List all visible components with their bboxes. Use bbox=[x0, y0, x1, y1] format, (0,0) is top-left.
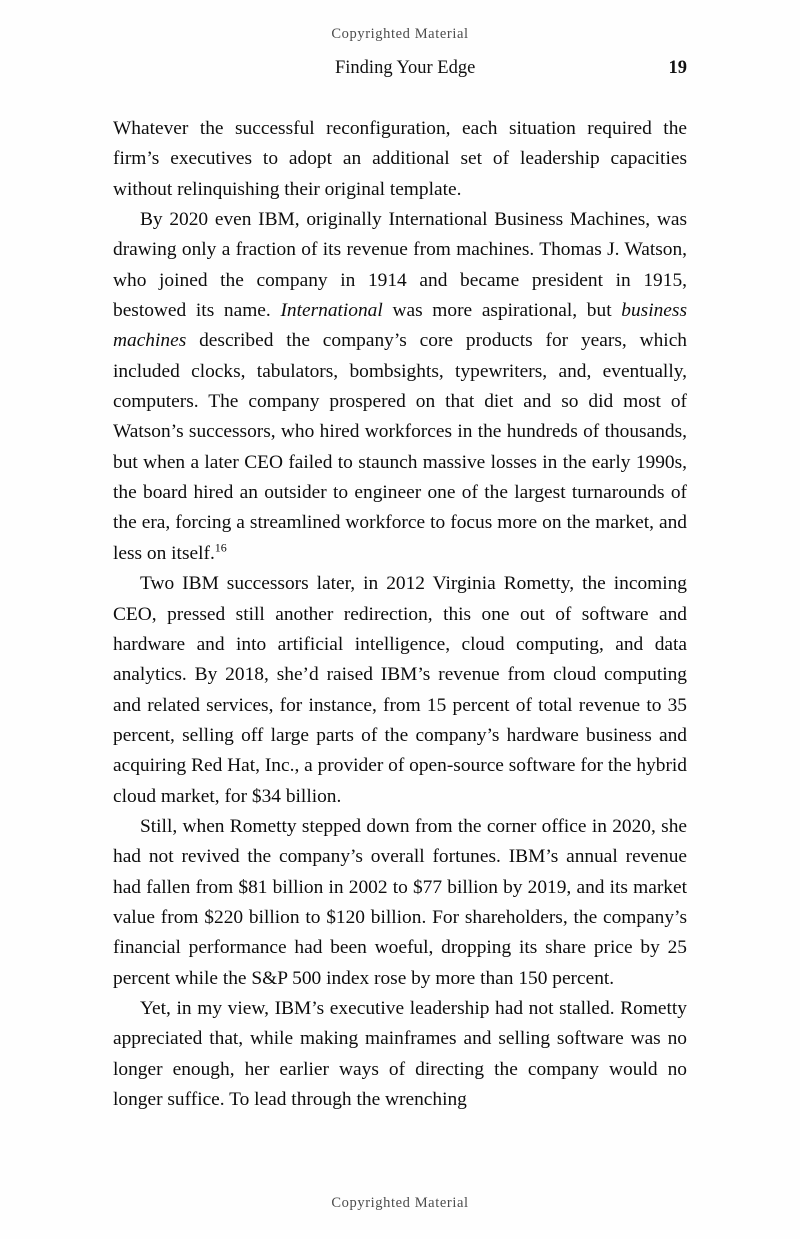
paragraph-3: Two IBM successors later, in 2012 Virginia Rometty, the incoming CEO, pressed still another redirection, this one out of software and hardware and into artificial intelligence, cloud computing, and data analytics. By 2018, she’d raised IBM’s revenue from cloud computing and related services, for instance, from 15 percent of total revenue to 35 percent, selling off large parts of the company’s hardware business and acquiring Red Hat, Inc., a provider of open-source software for the hybrid cloud market, for $34 billion. bbox=[113, 573, 687, 807]
footnote-marker-16: 16 bbox=[214, 540, 227, 555]
paragraph-1: Whatever the successful reconfiguration, each situation required the firm’s executives to adopt an additional set of leadership capacities without relinquishing their original template. bbox=[113, 118, 687, 200]
body-text bbox=[113, 114, 687, 1115]
paragraph-2-part-2: was more aspirational, but bbox=[382, 300, 622, 322]
paragraph-2-italic-1: International bbox=[280, 300, 383, 322]
paragraph-2-part-1: By 2020 even IBM, originally International Business Machines, was drawing only a fraction of its revenue from machines. Thomas J. Watson, who joined the company in 1914 and became president in 1915, bestowed its name. bbox=[113, 209, 687, 322]
paragraph-2 bbox=[113, 205, 687, 569]
page-number: 19 bbox=[668, 58, 687, 78]
chapter-title: Finding Your Edge bbox=[335, 58, 476, 78]
copyright-notice-top: Copyrighted Material bbox=[331, 26, 469, 42]
paragraph-2-part-3: described the company’s core products for years, which included clocks, tabulators, bombsights, typewriters, and, eventually, computers. The company prospered on that diet and so did most of Watson’s successors, who hired workforces in the hundreds of thousands, but when a later CEO failed to staunch massive losses in the early 1990s, the board hired an outsider to engineer one of the largest turnarounds of the era, forcing a streamlined workforce to focus more on the market, and less on itself. bbox=[113, 330, 687, 564]
copyright-notice-bottom: Copyrighted Material bbox=[331, 1195, 469, 1211]
paragraph-2-italic-2: business machines bbox=[113, 300, 687, 352]
paragraph-4: Still, when Rometty stepped down from the corner office in 2020, she had not revived the company’s overall fortunes. IBM’s annual revenue had fallen from $81 billion in 2002 to $77 billion by 2019, and its market value from $220 billion to $120 billion. For shareholders, the company’s financial performance had been woeful, dropping its share price by 25 percent while the S&P 500 index rose by more than 150 percent. bbox=[113, 815, 687, 989]
paragraph-5: Yet, in my view, IBM’s executive leadership had not stalled. Rometty appreciated that, while making mainframes and selling software was no longer enough, her earlier ways of directing the company would no longer suffice. To lead through the wrenching bbox=[113, 997, 687, 1110]
running-head bbox=[113, 58, 687, 79]
